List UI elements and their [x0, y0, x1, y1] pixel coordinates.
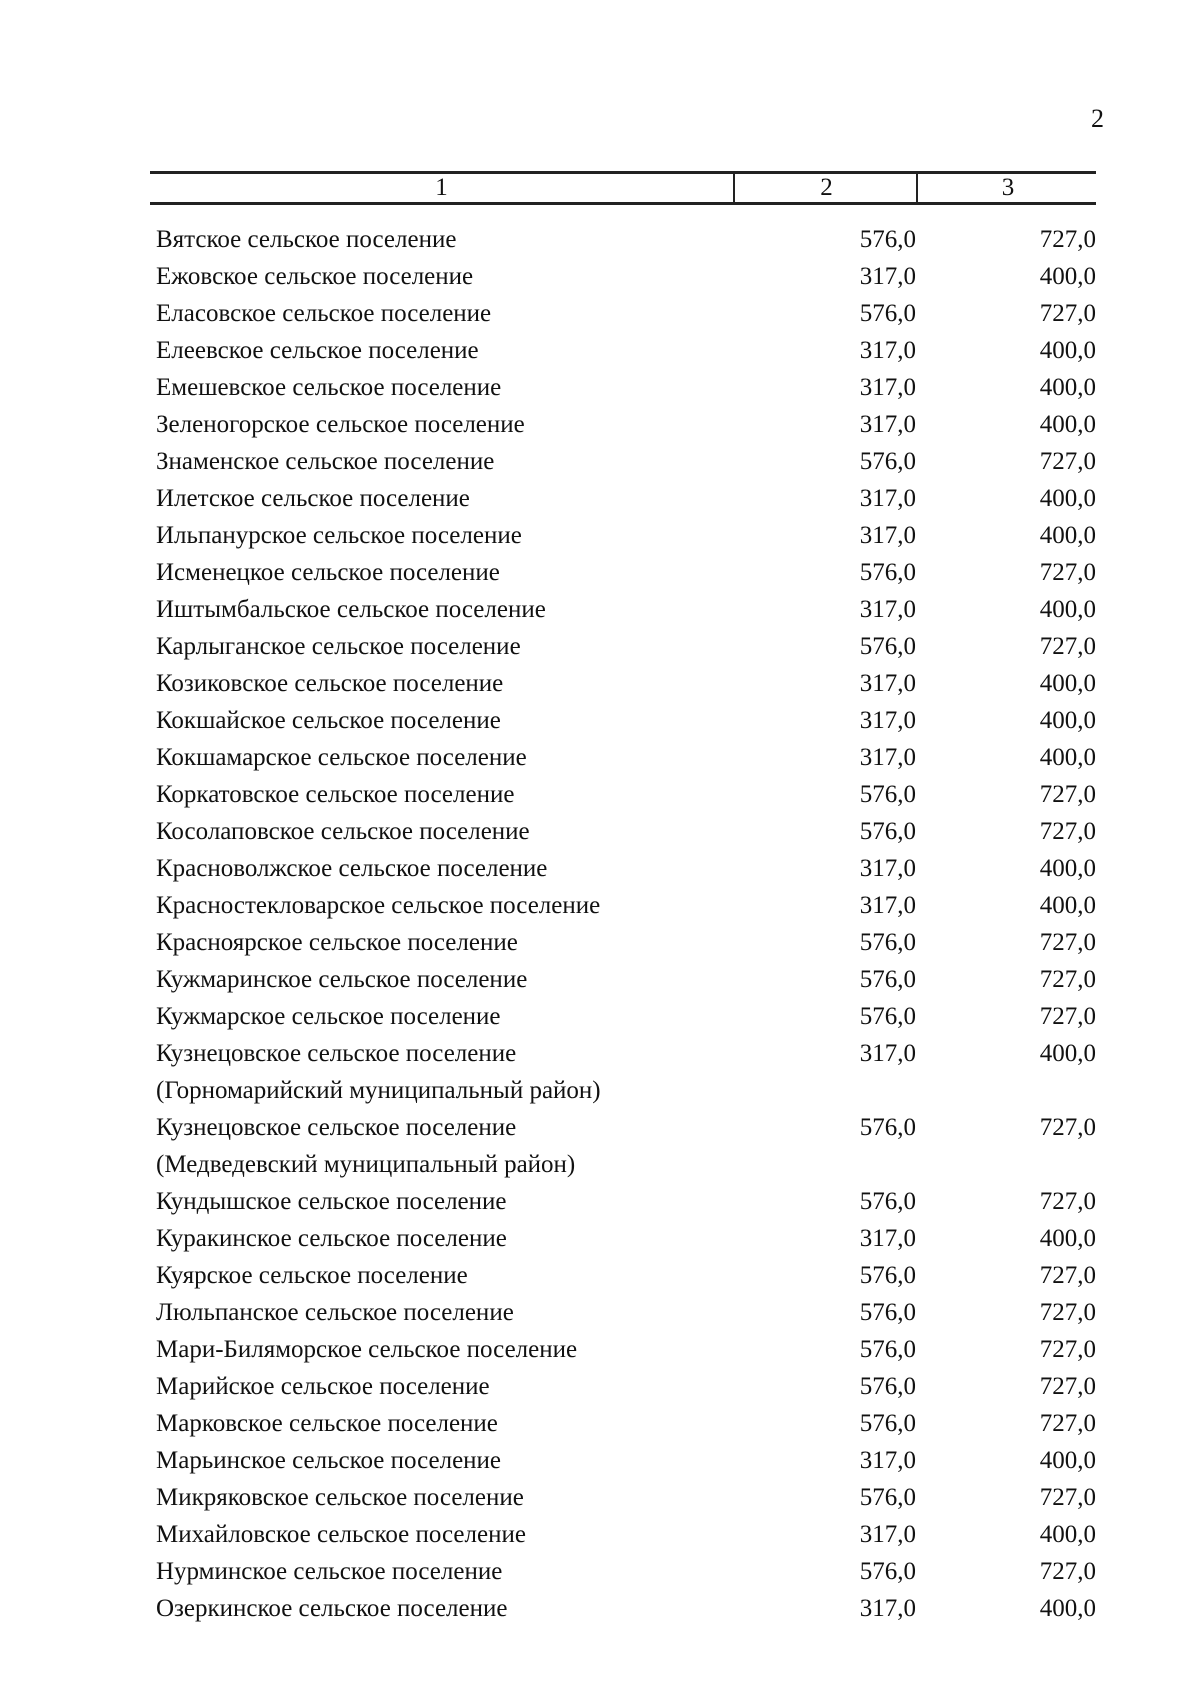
column-2-value: 317,0 [859, 1521, 916, 1548]
table-row [156, 1035, 1096, 1072]
settlement-name: Вятское сельское поселение [156, 226, 457, 253]
column-2-value: 317,0 [859, 1595, 916, 1622]
column-2-value: 317,0 [859, 855, 916, 882]
table-row [156, 850, 1096, 887]
settlement-name: Кужмарское сельское поселение [156, 1003, 501, 1030]
table-row [156, 1590, 1096, 1627]
table-row [156, 1109, 1096, 1146]
column-3-value: 400,0 [1039, 485, 1096, 512]
table-row [156, 258, 1096, 295]
column-2-value: 576,0 [859, 929, 916, 956]
column-3-value: 727,0 [1039, 300, 1096, 327]
column-3-value: 727,0 [1039, 966, 1096, 993]
table-row [156, 517, 1096, 554]
settlement-name: Красноярское сельское поселение [156, 929, 518, 956]
settlement-name: (Горномарийский муниципальный район) [156, 1077, 601, 1104]
column-2-value: 576,0 [859, 1336, 916, 1363]
table-row [156, 369, 1096, 406]
column-3-value: 400,0 [1039, 596, 1096, 623]
column-3-value: 727,0 [1039, 1410, 1096, 1437]
column-2-value: 317,0 [859, 1040, 916, 1067]
table-row [156, 1183, 1096, 1220]
column-3-value: 727,0 [1039, 448, 1096, 475]
page-number: 2 [1091, 104, 1104, 133]
settlement-name: Мари-Биляморское сельское поселение [156, 1336, 578, 1363]
settlement-name: Кузнецовское сельское поселение [156, 1040, 517, 1067]
settlement-name: Ежовское сельское поселение [156, 263, 474, 290]
table-row [156, 1220, 1096, 1257]
table-row [156, 665, 1096, 702]
column-2-value: 576,0 [859, 300, 916, 327]
column-2-value: 576,0 [859, 226, 916, 253]
column-3-value: 400,0 [1039, 374, 1096, 401]
settlement-name: Марьинское сельское поселение [156, 1447, 502, 1474]
table-row [156, 332, 1096, 369]
settlement-name: Знаменское сельское поселение [156, 448, 495, 475]
settlement-name: Козиковское сельское поселение [156, 670, 504, 697]
column-3-value: 400,0 [1039, 1521, 1096, 1548]
column-3-value: 400,0 [1039, 670, 1096, 697]
table-row [156, 1442, 1096, 1479]
column-2-value: 317,0 [859, 522, 916, 549]
settlement-name: Иштымбальское сельское поселение [156, 596, 546, 623]
table-header [150, 171, 1096, 205]
column-3-value: 727,0 [1039, 1336, 1096, 1363]
column-2-value: 576,0 [859, 818, 916, 845]
settlement-name: Зеленогорское сельское поселение [156, 411, 525, 438]
column-2-value: 576,0 [859, 559, 916, 586]
settlement-name: Кужмаринское сельское поселение [156, 966, 528, 993]
table-row [156, 406, 1096, 443]
column-2-value: 317,0 [859, 1447, 916, 1474]
settlement-name: Елеевское сельское поселение [156, 337, 479, 364]
column-3-value: 727,0 [1039, 226, 1096, 253]
settlement-name: Красноволжское сельское поселение [156, 855, 548, 882]
settlement-name: (Медведевский муниципальный район) [156, 1151, 576, 1178]
column-3-value: 727,0 [1039, 929, 1096, 956]
column-3-value: 727,0 [1039, 1114, 1096, 1141]
settlement-name: Кокшайское сельское поселение [156, 707, 501, 734]
column-2-value: 317,0 [859, 263, 916, 290]
table-row [156, 1368, 1096, 1405]
column-2-value: 576,0 [859, 1003, 916, 1030]
table-row [156, 1072, 1096, 1109]
column-3-value: 727,0 [1039, 1299, 1096, 1326]
settlement-name: Нурминское сельское поселение [156, 1558, 503, 1585]
table-row [156, 887, 1096, 924]
table-row [156, 480, 1096, 517]
column-2-value: 576,0 [859, 1410, 916, 1437]
column-3-value: 727,0 [1039, 818, 1096, 845]
table-row [156, 1331, 1096, 1368]
column-3-value: 727,0 [1039, 1262, 1096, 1289]
settlement-name: Марковское сельское поселение [156, 1410, 498, 1437]
settlement-name: Исменецкое сельское поселение [156, 559, 500, 586]
column-2-value: 576,0 [859, 633, 916, 660]
table-row [156, 295, 1096, 332]
settlement-name: Кузнецовское сельское поселение [156, 1114, 517, 1141]
column-2-value: 576,0 [859, 1558, 916, 1585]
column-3-value: 400,0 [1039, 337, 1096, 364]
column-3-value: 400,0 [1039, 1447, 1096, 1474]
table-row [156, 924, 1096, 961]
table-row [156, 813, 1096, 850]
table-row [156, 1516, 1096, 1553]
settlement-name: Люльпанское сельское поселение [156, 1299, 514, 1326]
column-2-value: 576,0 [859, 1373, 916, 1400]
column-2-value: 317,0 [859, 337, 916, 364]
column-3-value: 727,0 [1039, 559, 1096, 586]
table-row [156, 591, 1096, 628]
column-2-value: 317,0 [859, 596, 916, 623]
column-2-value: 576,0 [859, 966, 916, 993]
column-header-2: 2 [733, 174, 918, 202]
settlement-name: Марийское сельское поселение [156, 1373, 490, 1400]
column-3-value: 400,0 [1039, 892, 1096, 919]
settlement-name: Илетское сельское поселение [156, 485, 470, 512]
settlement-name: Ильпанурское сельское поселение [156, 522, 522, 549]
column-3-value: 400,0 [1039, 744, 1096, 771]
column-3-value: 400,0 [1039, 263, 1096, 290]
column-3-value: 400,0 [1039, 707, 1096, 734]
column-2-value: 317,0 [859, 707, 916, 734]
column-2-value: 317,0 [859, 485, 916, 512]
column-3-value: 400,0 [1039, 1595, 1096, 1622]
column-2-value: 576,0 [859, 1299, 916, 1326]
settlement-name: Куярское сельское поселение [156, 1262, 468, 1289]
column-2-value: 576,0 [859, 448, 916, 475]
table-row [156, 1405, 1096, 1442]
settlement-name: Емешевское сельское поселение [156, 374, 502, 401]
settlement-name: Красностекловарское сельское поселение [156, 892, 601, 919]
settlement-name: Коркатовское сельское поселение [156, 781, 515, 808]
settlement-name: Озеркинское сельское поселение [156, 1595, 508, 1622]
column-2-value: 317,0 [859, 1225, 916, 1252]
column-2-value: 317,0 [859, 670, 916, 697]
column-3-value: 727,0 [1039, 1484, 1096, 1511]
table-row [156, 1257, 1096, 1294]
settlement-name: Михайловское сельское поселение [156, 1521, 526, 1548]
column-2-value: 317,0 [859, 892, 916, 919]
table-row [156, 221, 1096, 258]
table-row [156, 1146, 1096, 1183]
settlement-name: Куракинское сельское поселение [156, 1225, 507, 1252]
table-row [156, 554, 1096, 591]
column-2-value: 576,0 [859, 781, 916, 808]
column-3-value: 400,0 [1039, 1040, 1096, 1067]
column-3-value: 400,0 [1039, 522, 1096, 549]
column-2-value: 317,0 [859, 411, 916, 438]
column-2-value: 576,0 [859, 1188, 916, 1215]
settlement-name: Микряковское сельское поселение [156, 1484, 524, 1511]
column-2-value: 317,0 [859, 744, 916, 771]
table-row [156, 1553, 1096, 1590]
settlement-name: Карлыганское сельское поселение [156, 633, 521, 660]
column-3-value: 400,0 [1039, 1225, 1096, 1252]
column-3-value: 727,0 [1039, 1558, 1096, 1585]
column-3-value: 727,0 [1039, 1188, 1096, 1215]
settlement-name: Кокшамарское сельское поселение [156, 744, 527, 771]
column-header-3: 3 [916, 174, 1098, 202]
column-3-value: 727,0 [1039, 1003, 1096, 1030]
column-3-value: 727,0 [1039, 781, 1096, 808]
table-row [156, 702, 1096, 739]
column-2-value: 576,0 [859, 1114, 916, 1141]
table-row [156, 443, 1096, 480]
table-body [156, 221, 1096, 1627]
column-2-value: 576,0 [859, 1484, 916, 1511]
settlement-name: Косолаповское сельское поселение [156, 818, 530, 845]
settlement-name: Кундышское сельское поселение [156, 1188, 507, 1215]
column-3-value: 400,0 [1039, 855, 1096, 882]
column-2-value: 576,0 [859, 1262, 916, 1289]
column-3-value: 727,0 [1039, 633, 1096, 660]
settlement-name: Еласовское сельское поселение [156, 300, 492, 327]
column-3-value: 727,0 [1039, 1373, 1096, 1400]
table-row [156, 1294, 1096, 1331]
table-row [156, 998, 1096, 1035]
table-row [156, 1479, 1096, 1516]
column-header-1: 1 [435, 174, 448, 201]
table-row [156, 628, 1096, 665]
table-row [156, 776, 1096, 813]
column-3-value: 400,0 [1039, 411, 1096, 438]
column-2-value: 317,0 [859, 374, 916, 401]
table-row [156, 739, 1096, 776]
table-row [156, 961, 1096, 998]
